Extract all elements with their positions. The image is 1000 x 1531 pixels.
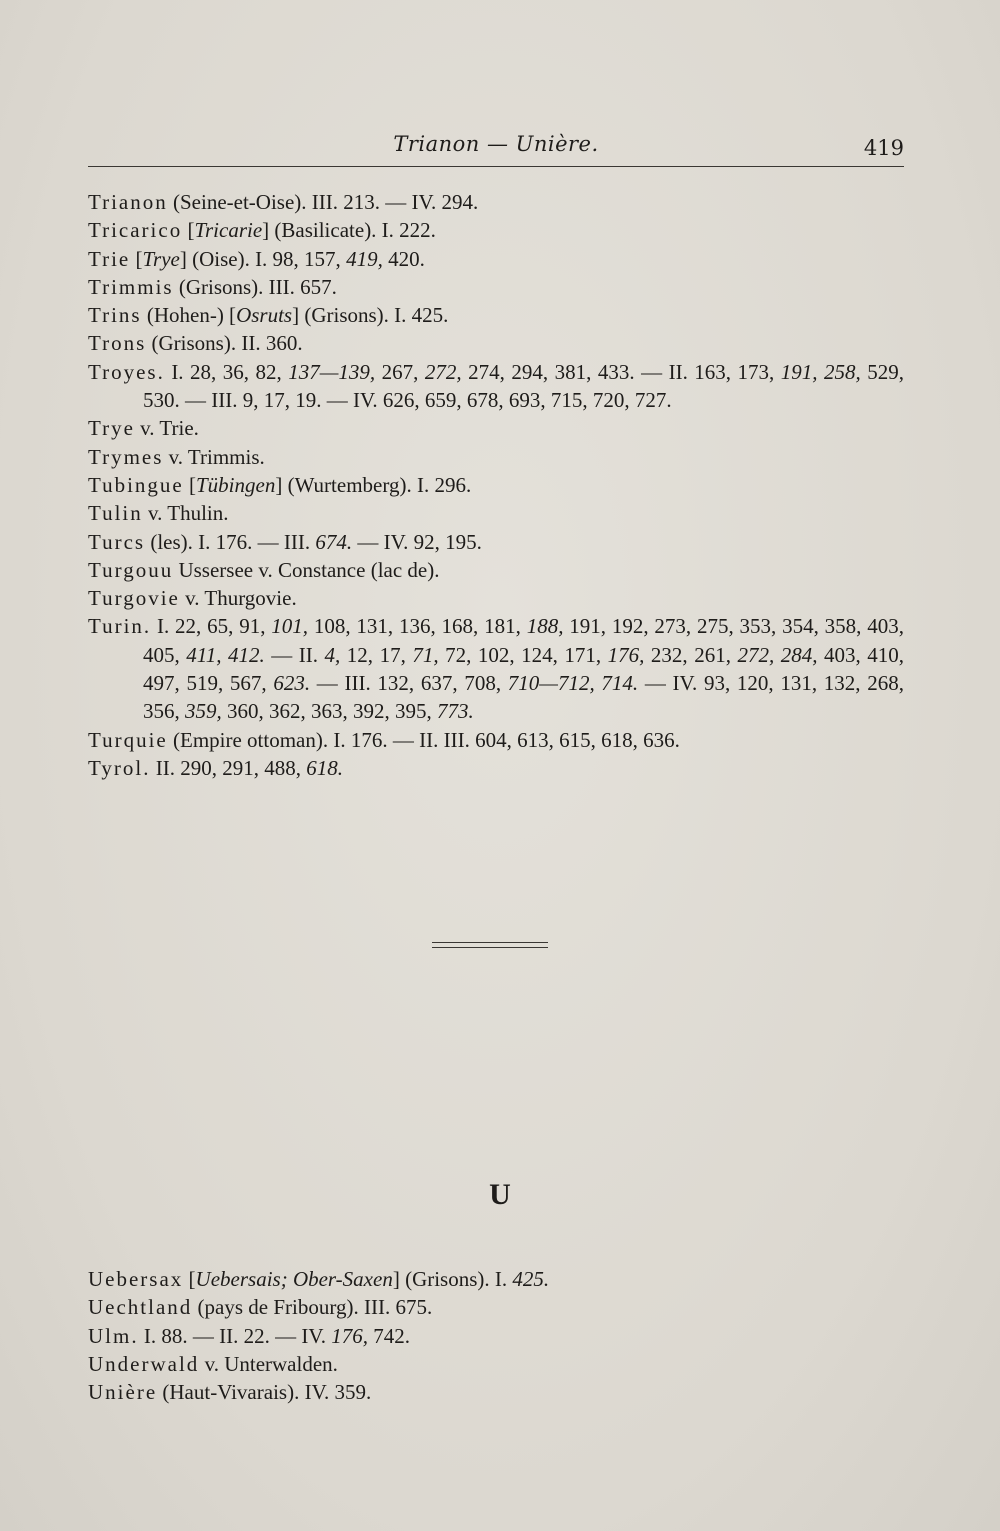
entry-text: (Hohen-) [: [141, 303, 237, 328]
index-entry: [88, 1350, 904, 1378]
index-entry: [88, 301, 904, 329]
entry-text: 360, 362, 363, 392, 395,: [221, 699, 437, 724]
entry-headword: Unière: [88, 1380, 158, 1405]
entry-text: (Grisons). III. 657.: [173, 274, 337, 299]
entry-headword: Trimmis: [88, 274, 174, 299]
section-divider-rule: [432, 947, 548, 948]
entry-headword: Trons: [88, 331, 147, 356]
entry-headword: Underwald: [88, 1351, 200, 1376]
entry-headword: Trye: [88, 416, 135, 441]
entry-italic-reference: 272, 284,: [737, 642, 818, 667]
entry-text: 274, 294, 381, 433. — II. 163, 173,: [461, 359, 781, 384]
entry-text: 403, 410, 497, 519, 567,: [143, 642, 904, 696]
index-entry: [88, 754, 904, 782]
entry-italic-reference: 674.: [315, 529, 353, 554]
entry-italic-reference: 425.: [512, 1267, 550, 1291]
entry-text: (les). I. 176. — III.: [145, 529, 316, 554]
index-entry: [88, 584, 904, 612]
entry-italic-reference: 101,: [271, 614, 309, 639]
entry-text: ] (Grisons). I. 425.: [292, 303, 449, 328]
entry-text: 108, 131, 136, 168, 181,: [308, 614, 527, 639]
entry-text: Ussersee v. Constance (lac de).: [173, 557, 440, 582]
index-entry: [88, 414, 904, 442]
entry-italic-reference: Tricarie: [194, 218, 263, 243]
entry-italic-reference: 359,: [185, 699, 222, 724]
entry-italic-reference: 188,: [526, 614, 564, 639]
entry-text: v. Trie.: [134, 416, 199, 441]
entry-text: v. Unterwalden.: [199, 1351, 338, 1376]
index-entry: [88, 1378, 904, 1406]
entry-text: (Seine-et-Oise). III. 213. — IV. 294.: [167, 190, 479, 214]
entry-headword: Turcs: [88, 529, 146, 554]
entry-text: 529, 530. — III. 9, 17, 19. — IV. 626, 659, 678, 693, 715, 720, 727.: [143, 359, 905, 413]
entry-italic-reference: 773.: [437, 699, 474, 724]
entry-text: — IV. 92, 195.: [352, 529, 482, 554]
index-entry: [88, 188, 904, 216]
entry-text: 72, 102, 124, 171,: [438, 642, 608, 667]
entry-headword: Troyes.: [88, 359, 165, 384]
entry-italic-reference: 623.: [273, 671, 311, 696]
entry-headword: Tulin: [88, 501, 143, 526]
page-number: 419: [863, 136, 904, 160]
entry-headword: Turin.: [88, 614, 152, 639]
entry-text: ] (Wurtemberg). I. 296.: [275, 472, 472, 497]
entry-italic-reference: 272,: [424, 359, 462, 384]
entry-text: [: [182, 218, 195, 243]
entry-text: — II.: [264, 642, 325, 667]
entry-text: (Grisons). II. 360.: [146, 331, 303, 356]
entry-headword: Tricarico: [88, 218, 183, 243]
section-letter: U: [489, 1178, 511, 1211]
entry-text: 267,: [375, 359, 425, 384]
entry-italic-reference: 71,: [412, 642, 439, 667]
entry-text: 420.: [382, 246, 425, 271]
entry-headword: Uebersax: [88, 1267, 184, 1291]
entry-italic-reference: 176,: [331, 1323, 369, 1348]
index-entry: [88, 216, 904, 244]
index-entry: [88, 245, 904, 273]
section-divider-rule: [432, 942, 548, 943]
entry-italic-reference: 710—712, 714.: [507, 671, 639, 696]
index-entry: [88, 1265, 904, 1293]
entry-headword: Turgovie: [88, 586, 180, 611]
index-entries-u: [88, 1265, 904, 1406]
entry-text: ] (Grisons). I.: [392, 1267, 513, 1291]
entry-headword: Turgouu: [88, 557, 174, 582]
entry-text: [: [130, 246, 143, 271]
entry-text: v. Thulin.: [142, 501, 229, 526]
entry-headword: Tubingue: [88, 472, 184, 497]
entry-text: (Empire ottoman). I. 176. — II. III. 604, 613, 615, 618, 636.: [167, 727, 680, 752]
entry-headword: Turquie: [88, 727, 168, 752]
entry-text: (pays de Fribourg). III. 675.: [192, 1295, 433, 1320]
entry-text: v. Thurgovie.: [179, 586, 297, 611]
entry-italic-reference: 419,: [346, 246, 383, 271]
header-rule: [88, 166, 904, 167]
entry-headword: Trianon: [88, 190, 168, 214]
index-entry: [88, 471, 904, 499]
entry-italic-reference: 137—139,: [288, 359, 376, 384]
running-head: [88, 132, 904, 162]
entry-text: I. 22, 65, 91,: [151, 614, 272, 639]
entry-text: v. Trimmis.: [163, 444, 265, 469]
index-entries-t: [88, 188, 904, 782]
entry-text: II. 290, 291, 488,: [150, 755, 307, 780]
entry-headword: Trie: [88, 246, 131, 271]
entry-text: ] (Oise). I. 98, 157,: [179, 246, 347, 271]
index-entry: [88, 556, 904, 584]
entry-text: I. 28, 36, 82,: [164, 359, 289, 384]
running-title: Trianon — Unière.: [393, 132, 599, 156]
index-entry: [88, 1293, 904, 1321]
entry-text: I. 88. — II. 22. — IV.: [138, 1323, 332, 1348]
entry-headword: Tyrol.: [88, 755, 151, 780]
entry-text: 12, 17,: [340, 642, 413, 667]
entry-italic-reference: Trye: [142, 246, 180, 271]
index-entry: [88, 358, 904, 415]
index-entry: [88, 499, 904, 527]
entry-italic-reference: 176,: [607, 642, 645, 667]
entry-italic-reference: 4,: [324, 642, 341, 667]
entry-headword: Uechtland: [88, 1295, 193, 1320]
entry-text: ] (Basilicate). I. 222.: [262, 218, 436, 243]
entry-text: (Haut-Vivarais). IV. 359.: [157, 1380, 372, 1405]
entry-italic-reference: 191, 258,: [780, 359, 861, 384]
entry-headword: Trins: [88, 303, 142, 328]
entry-headword: Trymes: [88, 444, 164, 469]
entry-headword: Ulm.: [88, 1323, 139, 1348]
index-entry: [88, 273, 904, 301]
index-entry: [88, 528, 904, 556]
entry-italic-reference: Tübingen: [196, 472, 276, 497]
index-entry: [88, 443, 904, 471]
entry-italic-reference: Osruts: [236, 303, 293, 328]
entry-italic-reference: 618.: [306, 755, 343, 780]
entry-text: — IV. 93, 120, 131, 132, 268, 356,: [143, 671, 904, 724]
index-entry: [88, 726, 904, 754]
index-entry: [88, 612, 904, 725]
entry-text: 232, 261,: [644, 642, 738, 667]
entry-text: 742.: [368, 1323, 411, 1348]
index-entry: [88, 1322, 904, 1350]
index-entry: [88, 329, 904, 357]
entry-italic-reference: 411, 412.: [186, 642, 265, 667]
entry-text: 191, 192, 273, 275, 353, 354, 358, 403, 405,: [143, 614, 904, 667]
entry-italic-reference: Uebersais; Ober-Saxen: [195, 1267, 393, 1291]
entry-text: [: [183, 472, 196, 497]
entry-text: [: [183, 1267, 196, 1291]
entry-text: — III. 132, 637, 708,: [310, 671, 508, 696]
